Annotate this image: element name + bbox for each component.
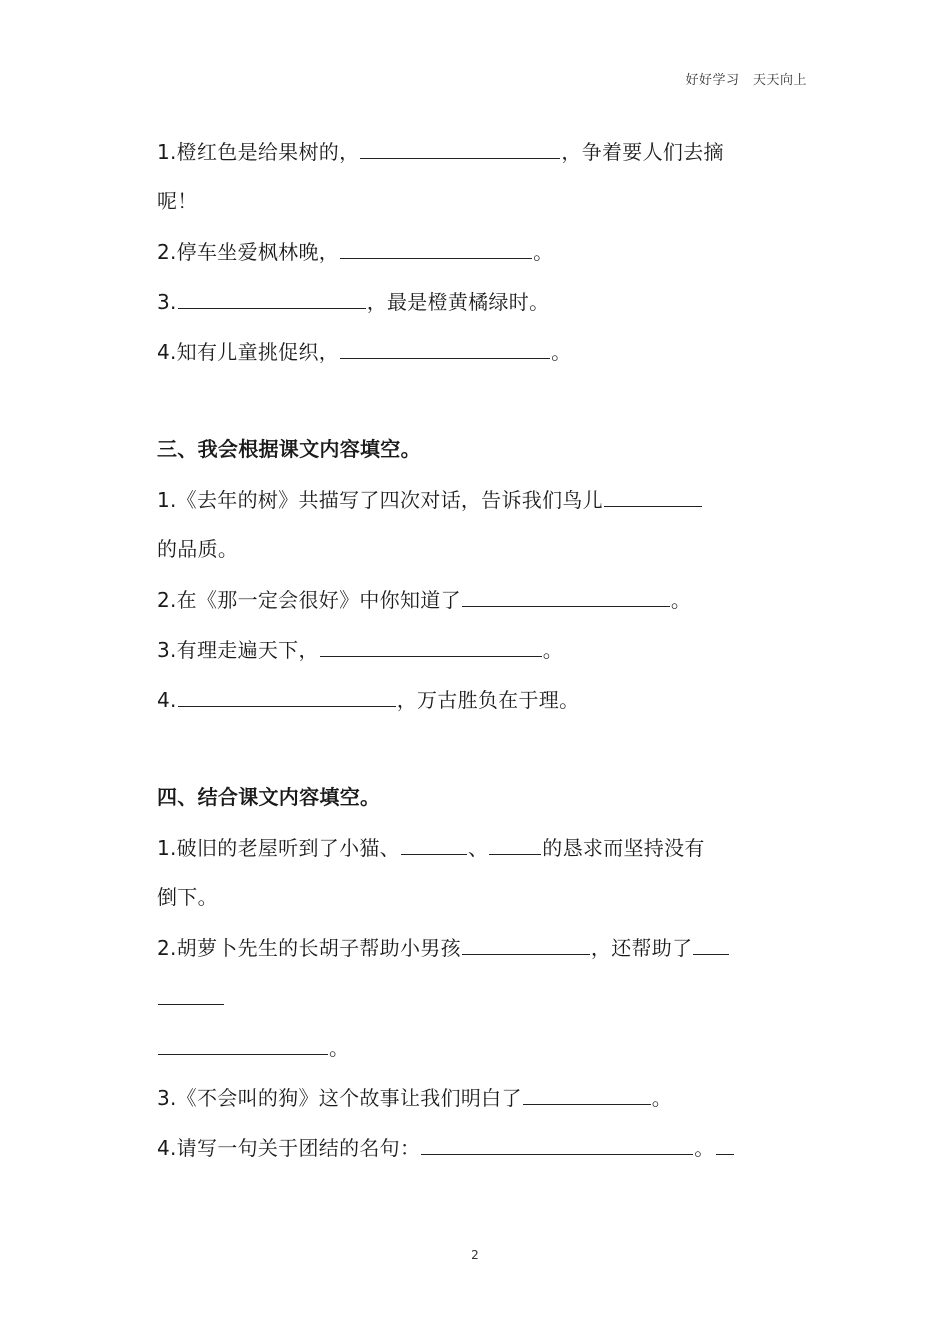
question-text: 4. <box>157 688 177 712</box>
question-text: 。 <box>694 1136 715 1160</box>
question-text: 的品质。 <box>157 537 239 561</box>
question-text: ，还帮助了 <box>590 936 693 960</box>
answer-blank[interactable] <box>158 1032 328 1055</box>
answer-blank[interactable] <box>716 1132 734 1155</box>
question-text: 。 <box>551 340 572 364</box>
answer-blank[interactable] <box>489 832 541 855</box>
question-text: 1.《去年的树》共描写了四次对话，告诉我们鸟儿 <box>157 488 603 512</box>
answer-blank[interactable] <box>462 932 590 955</box>
question-item <box>157 982 225 1013</box>
question-item <box>157 136 724 167</box>
answer-blank[interactable] <box>320 634 542 657</box>
answer-blank[interactable] <box>421 1132 693 1155</box>
question-item <box>157 336 571 367</box>
answer-blank[interactable] <box>523 1082 651 1105</box>
question-item <box>157 684 579 715</box>
question-item <box>157 882 218 912</box>
question-text: 倒下。 <box>157 885 218 909</box>
answer-blank[interactable] <box>178 684 396 707</box>
question-item <box>157 832 705 863</box>
question-item <box>157 286 549 317</box>
answer-blank[interactable] <box>693 932 729 955</box>
question-item <box>157 1032 349 1063</box>
page-header: 好好学习 天天向上 <box>685 73 807 88</box>
question-item <box>157 932 730 963</box>
question-item <box>157 186 198 216</box>
answer-blank[interactable] <box>340 336 550 359</box>
answer-blank[interactable] <box>340 236 532 259</box>
question-item <box>157 534 238 564</box>
answer-blank[interactable] <box>604 484 702 507</box>
question-text: 。 <box>651 1086 673 1110</box>
question-text: 。 <box>329 1036 350 1060</box>
section-heading: 四、结合课文内容填空。 <box>157 785 381 809</box>
question-text: ，争着要人们去摘 <box>561 140 724 164</box>
question-text: 呢！ <box>157 189 198 213</box>
answer-blank[interactable] <box>178 286 366 309</box>
question-text: 、 <box>467 836 489 860</box>
question-text: ，万古胜负在于理。 <box>396 688 580 712</box>
question-text: 2.胡萝卜先生的长胡子帮助小男孩 <box>157 936 461 960</box>
question-text: 2.在《那一定会很好》中你知道了 <box>157 588 461 612</box>
question-text: 。 <box>670 588 692 612</box>
question-text: 的恳求而坚持没有 <box>542 836 705 860</box>
answer-blank[interactable] <box>401 832 467 855</box>
page-number: 2 <box>471 1248 479 1262</box>
question-text: 。 <box>542 638 564 662</box>
answer-blank[interactable] <box>462 584 670 607</box>
question-text: 4.知有儿童挑促织， <box>157 340 340 364</box>
question-text: 3.有理走遍天下， <box>157 638 319 662</box>
question-item <box>157 584 691 615</box>
answer-blank[interactable] <box>360 136 560 159</box>
question-text: 1.破旧的老屋听到了小猫、 <box>157 836 400 860</box>
answer-blank[interactable] <box>158 982 224 1005</box>
question-item <box>157 484 703 515</box>
question-text: 。 <box>533 240 554 264</box>
question-text: ，最是橙黄橘绿时。 <box>366 290 550 314</box>
section-heading: 三、我会根据课文内容填空。 <box>157 437 421 461</box>
question-item <box>157 634 563 665</box>
question-text: 3. <box>157 290 177 314</box>
question-text: 1.橙红色是给果树的， <box>157 140 360 164</box>
question-item <box>157 1132 735 1163</box>
question-item <box>157 236 553 267</box>
question-item <box>157 1082 672 1113</box>
question-text: 2.停车坐爱枫林晚， <box>157 240 340 264</box>
question-text: 3.《不会叫的狗》这个故事让我们明白了 <box>157 1086 522 1110</box>
question-text: 4.请写一句关于团结的名句： <box>157 1136 421 1160</box>
